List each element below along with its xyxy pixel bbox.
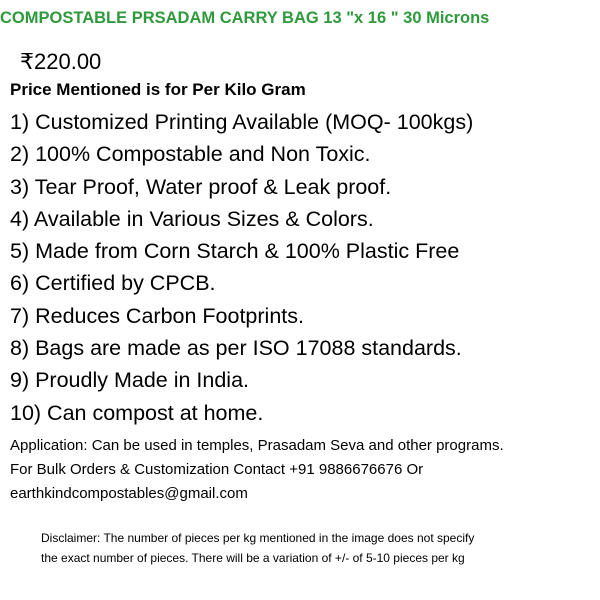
feature-item: 6) Certified by CPCB. [10, 271, 216, 296]
feature-item: 9) Proudly Made in India. [10, 368, 250, 393]
feature-list [10, 106, 473, 429]
contact-text: For Bulk Orders & Customization Contact +91 9886676676 Or [10, 461, 424, 478]
feature-item: 7) Reduces Carbon Footprints. [10, 303, 304, 328]
product-price: ₹220.00 [20, 49, 102, 74]
feature-item: 3) Tear Proof, Water proof & Leak proof. [10, 174, 392, 199]
feature-item: 8) Bags are made as per ISO 17088 standards. [10, 336, 462, 361]
application-text: Application: Can be used in temples, Prasadam Seva and other programs. [10, 437, 504, 454]
feature-item: 10) Can compost at home. [10, 400, 264, 425]
disclaimer-line: Disclaimer: The number of pieces per kg mentioned in the image does not specify [41, 531, 475, 545]
price-note: Price Mentioned is for Per Kilo Gram [10, 80, 306, 99]
feature-item: 1) Customized Printing Available (MOQ- 100kgs) [10, 110, 474, 134]
feature-item: 2) 100% Compostable and Non Toxic. [10, 142, 371, 167]
feature-item: 4) Available in Various Sizes & Colors. [10, 206, 374, 231]
disclaimer-line: the exact number of pieces. There will be a variation of +/- of 5-10 pieces per kg [41, 551, 465, 565]
contact-email: earthkindcompostables@gmail.com [10, 485, 248, 502]
application-info [10, 434, 504, 506]
feature-item: 5) Made from Corn Starch & 100% Plastic Free [10, 239, 460, 264]
disclaimer [41, 528, 474, 568]
product-title: COMPOSTABLE PRSADAM CARRY BAG 13 "x 16 " 30 Microns [0, 9, 490, 27]
